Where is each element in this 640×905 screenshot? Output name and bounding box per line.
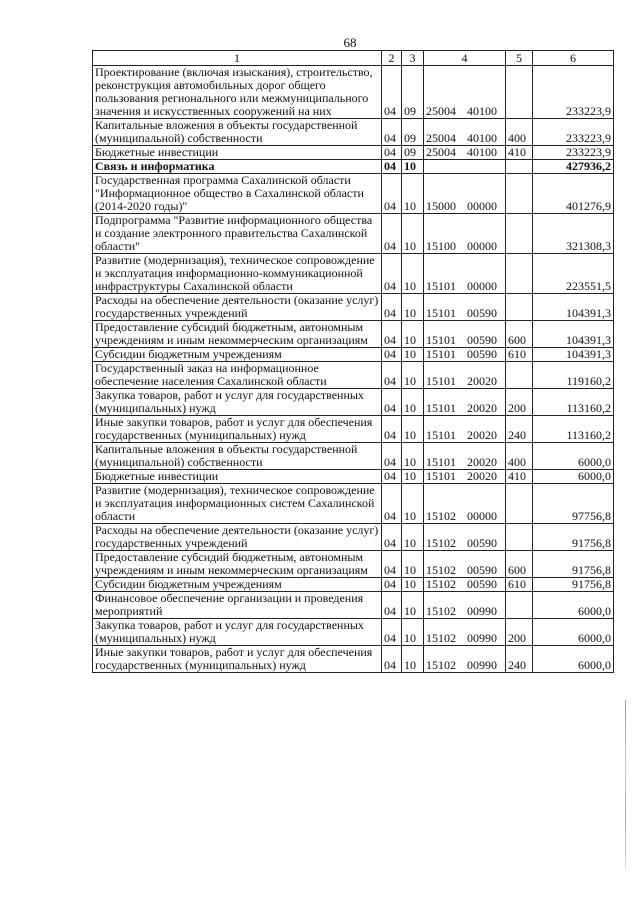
row-name-cell: Государственная программа Сахалинской области "Информационное общество в Сахалинской области (2014-2020 годы)"	[93, 174, 382, 214]
row-expense-type-cell	[506, 214, 533, 254]
row-name-cell: Капитальные вложения в объекты государственной (муниципальной) собственности	[93, 443, 382, 470]
row-name-cell: Государственный заказ на информационное обеспечение населения Сахалинской области	[93, 362, 382, 389]
row-section-cell: 04	[382, 592, 402, 619]
row-target-article-cell: 25004 40100	[424, 119, 506, 146]
row-subsection-cell: 10	[402, 524, 424, 551]
table-row	[93, 119, 614, 146]
row-name-cell: Подпрограмма "Развитие информационного общества и создание электронного правительства Сахалинской области"	[93, 214, 382, 254]
row-subsection-cell: 10	[402, 348, 424, 362]
table-row	[93, 646, 614, 673]
row-section-cell: 04	[382, 578, 402, 592]
row-amount-cell: 6000,0	[533, 646, 614, 673]
row-name-cell: Расходы на обеспечение деятельности (оказание услуг) государственных учреждений	[93, 294, 382, 321]
row-amount-cell: 6000,0	[533, 470, 614, 484]
row-subsection-cell: 10	[402, 294, 424, 321]
header-cell-2: 2	[382, 51, 402, 66]
row-name-cell: Расходы на обеспечение деятельности (оказание услуг) государственных учреждений	[93, 524, 382, 551]
page-number: 68	[343, 35, 357, 50]
row-subsection-cell: 10	[402, 389, 424, 416]
row-expense-type-cell: 610	[506, 578, 533, 592]
row-name-cell: Проектирование (включая изыскания), строительство, реконструкция автомобильных дорог общего пользования регионального или межмуниципального значения и искусственных сооружений на них	[93, 66, 382, 119]
row-target-article-cell: 25004 40100	[424, 146, 506, 160]
row-section-cell: 04	[382, 389, 402, 416]
table-row	[93, 174, 614, 214]
row-name-cell: Капитальные вложения в объекты государственной (муниципальной) собственности	[93, 119, 382, 146]
row-section-cell: 04	[382, 254, 402, 294]
header-cell-6: 6	[533, 51, 614, 66]
row-section-cell: 04	[382, 619, 402, 646]
row-expense-type-cell: 400	[506, 119, 533, 146]
table-row	[93, 362, 614, 389]
row-name-cell: Предоставление субсидий бюджетным, автономным учреждениям и иным некоммерческим организациям	[93, 551, 382, 578]
row-expense-type-cell	[506, 294, 533, 321]
row-amount-cell: 91756,8	[533, 551, 614, 578]
row-amount-cell: 223551,5	[533, 254, 614, 294]
row-subsection-cell: 10	[402, 470, 424, 484]
row-expense-type-cell	[506, 174, 533, 214]
row-subsection-cell: 10	[402, 551, 424, 578]
row-subsection-cell: 09	[402, 146, 424, 160]
row-subsection-cell: 10	[402, 214, 424, 254]
row-subsection-cell: 09	[402, 119, 424, 146]
row-subsection-cell: 10	[402, 578, 424, 592]
row-amount-cell: 233223,9	[533, 119, 614, 146]
budget-table	[92, 50, 614, 673]
row-amount-cell: 6000,0	[533, 592, 614, 619]
row-section-cell: 04	[382, 214, 402, 254]
table-row	[93, 619, 614, 646]
row-name-cell: Бюджетные инвестиции	[93, 146, 382, 160]
row-expense-type-cell: 600	[506, 321, 533, 348]
table-row	[93, 443, 614, 470]
row-section-cell: 04	[382, 160, 402, 174]
row-subsection-cell: 10	[402, 160, 424, 174]
row-subsection-cell: 10	[402, 443, 424, 470]
row-name-cell: Бюджетные инвестиции	[93, 470, 382, 484]
header-cell-3: 3	[402, 51, 424, 66]
table-row	[93, 484, 614, 524]
row-section-cell: 04	[382, 551, 402, 578]
table-row	[93, 66, 614, 119]
table-row	[93, 214, 614, 254]
table-row	[93, 592, 614, 619]
row-expense-type-cell: 200	[506, 389, 533, 416]
row-subsection-cell: 10	[402, 362, 424, 389]
table-row	[93, 578, 614, 592]
row-name-cell: Развитие (модернизация), техническое сопровождение и эксплуатация информационно-коммуникационной инфраструктуры Сахалинской области	[93, 254, 382, 294]
row-section-cell: 04	[382, 362, 402, 389]
row-expense-type-cell: 240	[506, 646, 533, 673]
row-name-cell: Предоставление субсидий бюджетным, автономным учреждениям и иным некоммерческим организациям	[93, 321, 382, 348]
row-amount-cell: 427936,2	[533, 160, 614, 174]
row-name-cell: Иные закупки товаров, работ и услуг для обеспечения государственных (муниципальных) нужд	[93, 646, 382, 673]
row-expense-type-cell	[506, 160, 533, 174]
row-section-cell: 04	[382, 294, 402, 321]
row-amount-cell: 401276,9	[533, 174, 614, 214]
row-amount-cell: 91756,8	[533, 524, 614, 551]
row-target-article-cell: 15101 20020	[424, 443, 506, 470]
table-row	[93, 470, 614, 484]
row-amount-cell: 104391,3	[533, 321, 614, 348]
row-target-article-cell: 15100 00000	[424, 214, 506, 254]
row-section-cell: 04	[382, 416, 402, 443]
row-expense-type-cell	[506, 484, 533, 524]
row-target-article-cell	[424, 160, 506, 174]
row-expense-type-cell: 200	[506, 619, 533, 646]
row-target-article-cell: 15102 00590	[424, 551, 506, 578]
row-amount-cell: 119160,2	[533, 362, 614, 389]
row-target-article-cell: 15102 00000	[424, 484, 506, 524]
row-section-cell: 04	[382, 119, 402, 146]
row-amount-cell: 6000,0	[533, 443, 614, 470]
row-name-cell: Финансовое обеспечение организации и проведения мероприятий	[93, 592, 382, 619]
row-expense-type-cell: 410	[506, 470, 533, 484]
row-name-cell: Закупка товаров, работ и услуг для государственных (муниципальных) нужд	[93, 619, 382, 646]
row-section-cell: 04	[382, 321, 402, 348]
header-cell-4: 4	[424, 51, 506, 66]
row-section-cell: 04	[382, 646, 402, 673]
table-row	[93, 389, 614, 416]
row-amount-cell: 91756,8	[533, 578, 614, 592]
table-row	[93, 321, 614, 348]
row-target-article-cell: 25004 40100	[424, 66, 506, 119]
row-expense-type-cell	[506, 592, 533, 619]
row-expense-type-cell	[506, 66, 533, 119]
row-amount-cell: 113160,2	[533, 389, 614, 416]
table-row	[93, 416, 614, 443]
row-amount-cell: 104391,3	[533, 294, 614, 321]
row-expense-type-cell: 410	[506, 146, 533, 160]
row-name-cell: Субсидии бюджетным учреждениям	[93, 348, 382, 362]
row-expense-type-cell	[506, 524, 533, 551]
header-cell-1: 1	[93, 51, 382, 66]
row-subsection-cell: 10	[402, 484, 424, 524]
row-target-article-cell: 15102 00590	[424, 524, 506, 551]
row-name-cell: Связь и информатика	[93, 160, 382, 174]
row-section-cell: 04	[382, 146, 402, 160]
table-row	[93, 524, 614, 551]
row-target-article-cell: 15101 20020	[424, 470, 506, 484]
row-name-cell: Иные закупки товаров, работ и услуг для обеспечения государственных (муниципальных) нужд	[93, 416, 382, 443]
row-amount-cell: 233223,9	[533, 146, 614, 160]
row-name-cell: Субсидии бюджетным учреждениям	[93, 578, 382, 592]
row-section-cell: 04	[382, 443, 402, 470]
row-target-article-cell: 15101 00590	[424, 348, 506, 362]
row-expense-type-cell: 240	[506, 416, 533, 443]
row-subsection-cell: 10	[402, 174, 424, 214]
table-row	[93, 254, 614, 294]
scan-edge-mark	[625, 700, 626, 870]
row-subsection-cell: 09	[402, 66, 424, 119]
row-target-article-cell: 15101 20020	[424, 389, 506, 416]
row-amount-cell: 233223,9	[533, 66, 614, 119]
table-row	[93, 160, 614, 174]
row-section-cell: 04	[382, 174, 402, 214]
row-subsection-cell: 10	[402, 646, 424, 673]
table-row	[93, 146, 614, 160]
row-amount-cell: 104391,3	[533, 348, 614, 362]
table-header-row	[93, 51, 614, 66]
row-target-article-cell: 15000 00000	[424, 174, 506, 214]
table-row	[93, 348, 614, 362]
row-target-article-cell: 15101 00590	[424, 294, 506, 321]
row-amount-cell: 321308,3	[533, 214, 614, 254]
row-target-article-cell: 15102 00990	[424, 592, 506, 619]
row-target-article-cell: 15101 00000	[424, 254, 506, 294]
table-row	[93, 294, 614, 321]
row-expense-type-cell	[506, 362, 533, 389]
row-expense-type-cell: 400	[506, 443, 533, 470]
row-expense-type-cell	[506, 254, 533, 294]
row-target-article-cell: 15102 00990	[424, 646, 506, 673]
row-section-cell: 04	[382, 470, 402, 484]
row-amount-cell: 113160,2	[533, 416, 614, 443]
row-subsection-cell: 10	[402, 321, 424, 348]
row-subsection-cell: 10	[402, 254, 424, 294]
row-expense-type-cell: 610	[506, 348, 533, 362]
row-target-article-cell: 15101 00590	[424, 321, 506, 348]
row-subsection-cell: 10	[402, 619, 424, 646]
row-name-cell: Закупка товаров, работ и услуг для государственных (муниципальных) нужд	[93, 389, 382, 416]
row-name-cell: Развитие (модернизация), техническое сопровождение и эксплуатация информационных систем Сахалинской области	[93, 484, 382, 524]
row-target-article-cell: 15102 00590	[424, 578, 506, 592]
row-subsection-cell: 10	[402, 592, 424, 619]
row-expense-type-cell: 600	[506, 551, 533, 578]
row-target-article-cell: 15101 20020	[424, 416, 506, 443]
row-section-cell: 04	[382, 66, 402, 119]
row-section-cell: 04	[382, 348, 402, 362]
row-section-cell: 04	[382, 524, 402, 551]
row-target-article-cell: 15102 00990	[424, 619, 506, 646]
row-amount-cell: 97756,8	[533, 484, 614, 524]
table-row	[93, 551, 614, 578]
row-amount-cell: 6000,0	[533, 619, 614, 646]
row-target-article-cell: 15101 20020	[424, 362, 506, 389]
row-subsection-cell: 10	[402, 416, 424, 443]
header-cell-5: 5	[506, 51, 533, 66]
row-section-cell: 04	[382, 484, 402, 524]
